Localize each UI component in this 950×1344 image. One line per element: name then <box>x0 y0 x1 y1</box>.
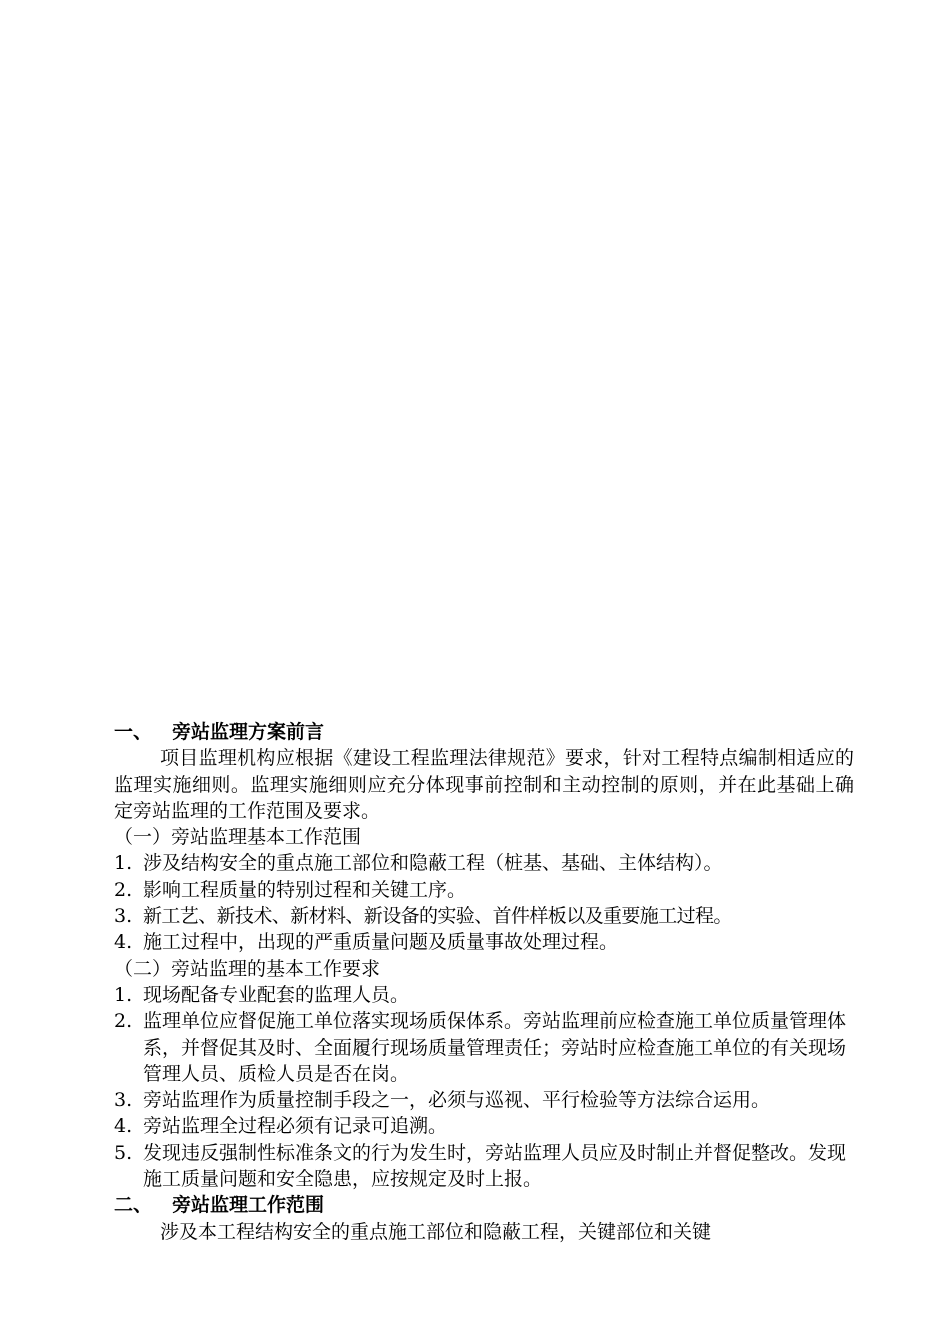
list-text: 现场配备专业配套的监理人员。 <box>143 983 410 1006</box>
list-item <box>114 903 854 929</box>
subsection-title: （二）旁站监理的基本工作要求 <box>114 957 381 980</box>
list-item <box>114 929 854 955</box>
list-item <box>114 850 854 876</box>
list-number: 3. <box>114 1089 133 1112</box>
list-text: 新工艺、新技术、新材料、新设备的实验、首件样板以及重要施工过程。 <box>143 905 732 928</box>
list-number: 1. <box>114 852 133 875</box>
list-item <box>114 1008 854 1087</box>
list-text: 监理单位应督促施工单位落实现场质保体系。旁站监理前应检查施工单位质量管理体系，并督促其及时、全面履行现场质量管理责任；旁站时应检查施工单位的有关现场管理人员、质检人员是否在岗。 <box>143 1010 847 1085</box>
list-item <box>114 1113 854 1139</box>
section-intro: 项目监理机构应根据《建设工程监理法律规范》要求，针对工程特点编制相适应的监理实施细则。监理实施细则应充分体现事前控制和主动控制的原则，并在此基础上确定旁站监理的工作范围及要求。 <box>114 747 854 822</box>
list-number: 2. <box>114 1010 133 1033</box>
list-text: 发现违反强制性标准条文的行为发生时，旁站监理人员应及时制止并督促整改。发现施工质量问题和安全隐患，应按规定及时上报。 <box>143 1141 847 1191</box>
section-title: 旁站监理方案前言 <box>172 721 325 743</box>
section-number: 一、 <box>114 721 153 743</box>
list-item <box>114 877 854 903</box>
list-number: 4. <box>114 931 133 954</box>
document-page <box>114 719 854 1245</box>
list-number: 2. <box>114 878 133 901</box>
list-text: 涉及结构安全的重点施工部位和隐蔽工程（桩基、基础、主体结构）。 <box>143 852 723 875</box>
list-number: 3. <box>114 905 133 928</box>
list-item <box>114 1140 854 1193</box>
list-text: 影响工程质量的特别过程和关键工序。 <box>143 878 467 901</box>
subsection-title: （一）旁站监理基本工作范围 <box>114 826 362 849</box>
section-intro: 涉及本工程结构安全的重点施工部位和隐蔽工程，关键部位和关键 <box>160 1220 712 1243</box>
section-heading-2 <box>114 1192 854 1218</box>
list-text: 施工过程中，出现的严重质量问题及质量事故处理过程。 <box>143 931 619 954</box>
list-item <box>114 1087 854 1113</box>
list-number: 5. <box>114 1141 133 1164</box>
list-number: 1. <box>114 983 133 1006</box>
section-heading-1 <box>114 719 854 745</box>
list-number: 4. <box>114 1115 133 1138</box>
list-text: 旁站监理作为质量控制手段之一，必须与巡视、平行检验等方法综合运用。 <box>143 1089 771 1112</box>
list-item <box>114 982 854 1008</box>
section-title: 旁站监理工作范围 <box>172 1194 325 1217</box>
list-text: 旁站监理全过程必须有记录可追溯。 <box>143 1115 448 1138</box>
section-number: 二、 <box>114 1194 153 1217</box>
